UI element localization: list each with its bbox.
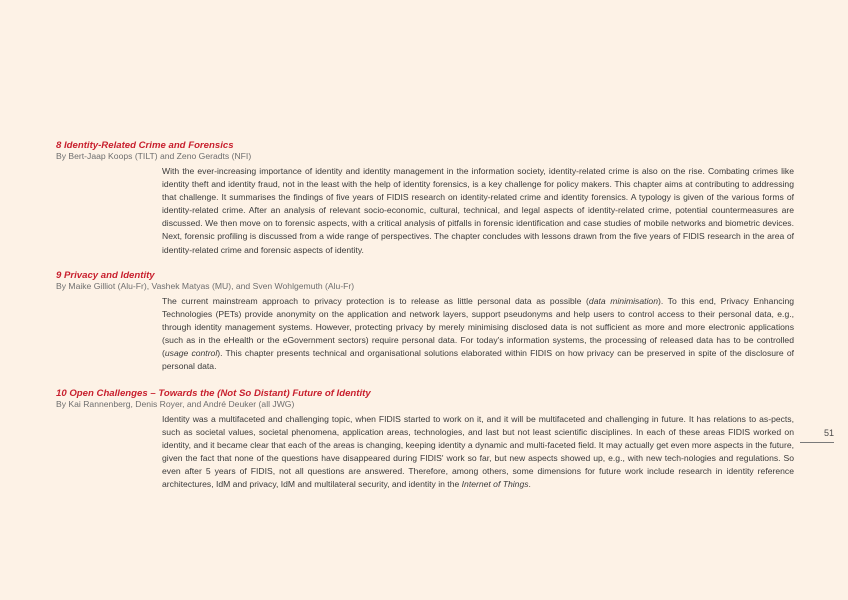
section-authors: By Maike Gilliot (Alu-Fr), Vashek Matyas (MU), and Sven Wohlgemuth (Alu-Fr)	[56, 281, 355, 291]
body-text-run: ). To this end, Privacy Enhancing Technologies (PETs) provide anonymity on the application and network layers, support pseudonyms and help users to control access to their personal data, e.g., through identity management systems. However, protecting privacy by merely minimising disclosed data is not sufficient as more and more electronic applications (such as in the eHealth or the eGovernment sectors) require personal data. For today's information systems, the processing of released data has to be controlled (	[162, 296, 795, 359]
body-italic-run: data minimisation	[588, 296, 658, 306]
page-number-rule	[800, 442, 834, 443]
section-open-challenges	[56, 388, 794, 492]
section-body	[162, 413, 794, 492]
body-italic-run: Internet of Things	[461, 479, 529, 490]
section-authors: By Kai Rannenberg, Denis Royer, and André Deuker (all JWG)	[56, 399, 295, 409]
section-title: 9 Privacy and Identity	[56, 270, 155, 281]
section-body	[162, 295, 794, 374]
section-identity-crime	[56, 140, 794, 257]
section-privacy-identity	[56, 270, 794, 374]
body-text-run: The current mainstream approach to privacy protection is to release as little personal data as possible (	[162, 296, 589, 306]
section-body: With the ever-increasing importance of identity and identity management in the information society, identity-related crime is also on the rise. Combating crimes like identity theft and identity fraud, not in the least with the help of identity forensics, is a key challenge for policy makers. This chapter aims at contributing to addressing that challenge. It summarises the findings of five years of FIDIS research on identity-related crime and identity forensics. A typology is given of the various forms of identity-related crime. After an analysis of relevant socio-economic, cultural, technical, and legal aspects of identity-related crime, potential countermeasures are discussed. We then move on to forensic aspects, with a critical analysis of pitfalls in forensic identification and case studies of mobile networks and biometric devices. Next, forensic profiling is discussed from a wide range of perspectives. The chapter concludes with lessons drawn from the five years of FIDIS research in the area of identity-related crime and forensic aspects of identity.	[162, 166, 794, 255]
body-text-run: ). This chapter presents technical and organisational solutions elaborated within FIDIS on how privacy can be preserved in spite of the disclosure of personal data.	[162, 348, 794, 372]
body-text-run: .	[528, 479, 531, 490]
section-title: 8 Identity-Related Crime and Forensics	[56, 140, 234, 151]
body-italic-run: usage control	[164, 348, 218, 359]
section-authors: By Bert-Jaap Koops (TILT) and Zeno Geradts (NFI)	[56, 151, 252, 161]
body-text-run: Identity was a multifaceted and challenging topic, when FIDIS started to work on it, and it will be multifaceted and challenging in future. It has relations to as-pects, such as societal values, societal phenomena, application areas, technologies, and last but not least scientific disciplines. In each of these areas FIDIS worked on identity, and it became clear that each of the areas is changing, keeping identity a dynamic and multi-faceted field. It may actually get even more aspects in the future, given the fact that none of the questions have disappeared during FIDIS' work so far, but new aspects showed up, e.g., with new tech-nologies and regulations. So even after 5 years of FIDIS, not all questions are answered. Therefore, among others, some dimensions for future work include research in identity reference architectures, IdM and privacy, IdM and multilateral security, and identity in the	[162, 414, 794, 490]
section-title: 10 Open Challenges – Towards the (Not So Distant) Future of Identity	[56, 388, 371, 399]
page-number: 51	[823, 428, 834, 438]
